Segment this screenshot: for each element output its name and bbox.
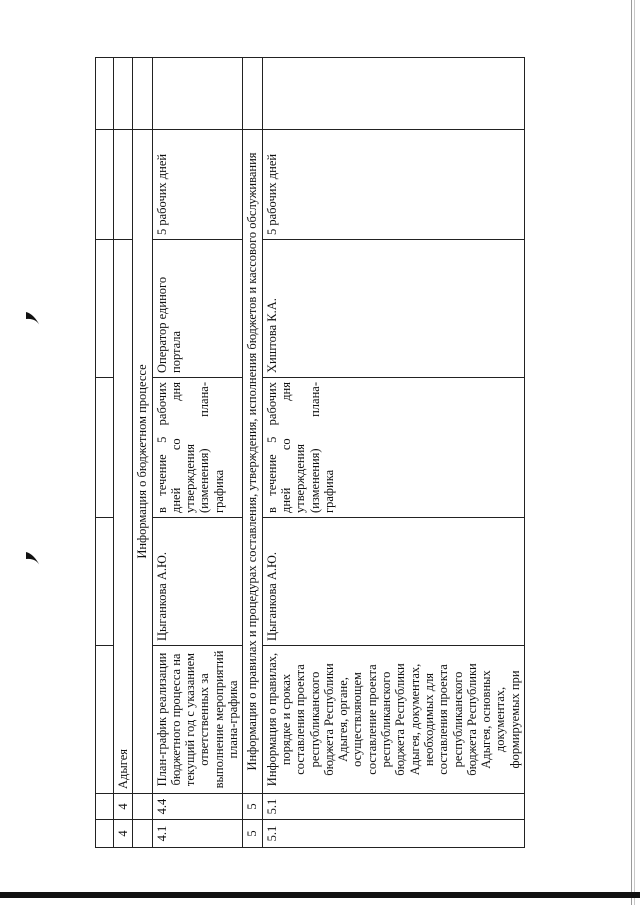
table-row (262, 58, 524, 848)
row-name: План-график реализации бюджетного процесса на текущий год с указанием ответственных за выполнение мероприятий плана-графика (152, 646, 243, 794)
section-row (133, 58, 152, 848)
row-executor: Хиштова К.А. (262, 240, 524, 378)
document-table (95, 57, 525, 848)
header-col2: 4 (114, 794, 133, 820)
rotated-table-wrapper (95, 58, 633, 848)
scan-bottom-edge (0, 892, 640, 898)
section-code: 5 (243, 794, 262, 820)
row-number: 4.1 (152, 820, 243, 848)
row-number: 5.1 (262, 820, 524, 848)
section-row (243, 58, 262, 848)
page-edge-line-secondary (634, 0, 635, 905)
punch-hole-mark-bottom (24, 548, 44, 568)
section-title: Информация о правилах и процедурах составления, утверждения, исполнения бюджетов и кассового обслуживания (243, 130, 262, 794)
row-deadline: в течение 5 рабочих дней со дня утверждения (изменения) плана-графика (152, 378, 243, 518)
row-term: 5 рабочих дней (152, 130, 243, 240)
punch-hole-mark-top (24, 308, 44, 328)
table-header-row (114, 58, 133, 848)
header-region: Адыгея (114, 240, 133, 794)
row-name: Информация о правилах, порядке и сроках составления проекта республиканского бюджета Республики Адыгея, органе, осуществляющем составление проекта республиканского бюджета Республики Адыгея, документах, необходимых для составления проекта республиканского бюджета Республики Адыгея, основных документах, формируемых при (262, 646, 524, 794)
row-responsible: Цыганкова А.Ю. (152, 518, 243, 646)
row-code: 5.1 (262, 794, 524, 820)
row-term: 5 рабочих дней (262, 130, 524, 240)
row-code: 4.4 (152, 794, 243, 820)
row-deadline: в течение 5 рабочих дней со дня утверждения (изменения) плана-графика (262, 378, 524, 518)
row-executor: Оператор единого портала (152, 240, 243, 378)
table-row (152, 58, 243, 848)
table-top-stub-row (96, 58, 114, 848)
header-col1: 4 (114, 820, 133, 848)
section-title: Информация о бюджетном процессе (133, 130, 152, 794)
row-responsible: Цыганкова А.Ю. (262, 518, 524, 646)
section-number: 5 (243, 820, 262, 848)
